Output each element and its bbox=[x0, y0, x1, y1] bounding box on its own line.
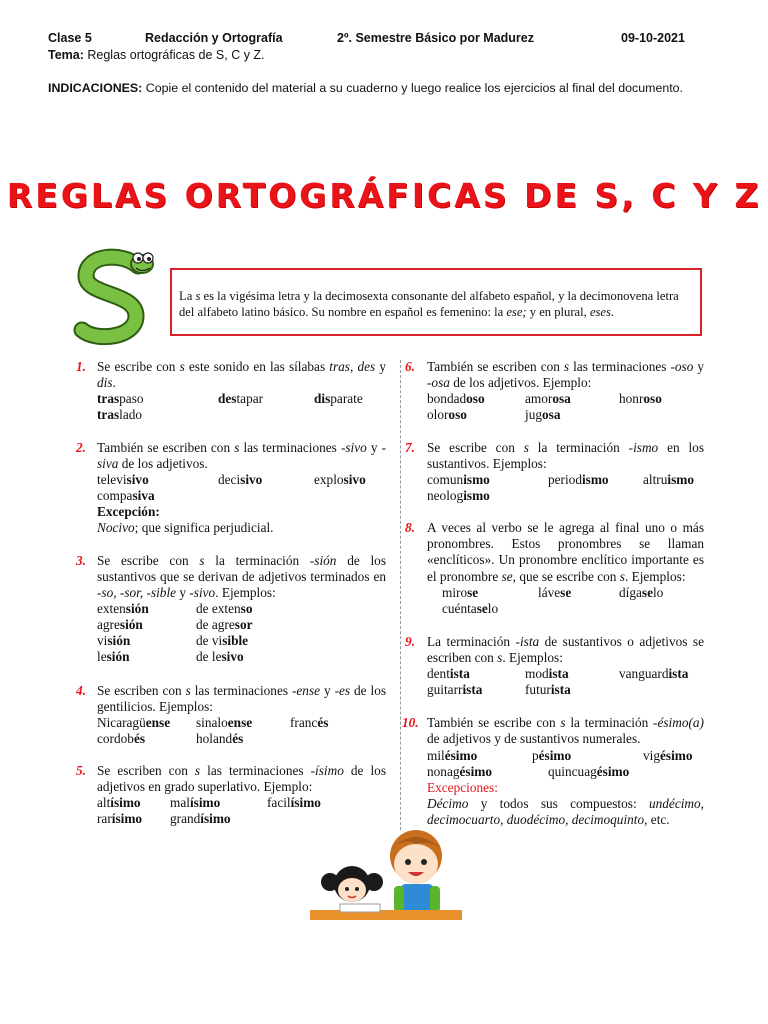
rule-10-example: nonagésimo bbox=[427, 764, 492, 779]
rule-8-example: dígaselo bbox=[619, 585, 664, 600]
rule-5-example: grandísimo bbox=[170, 811, 231, 826]
subject-label: Redacción y Ortografía bbox=[145, 31, 283, 45]
rule-7-example: altruismo bbox=[643, 472, 694, 487]
rule-3-example: extensión bbox=[97, 601, 149, 616]
rule-4-example: francés bbox=[290, 715, 329, 730]
rule-1-example: traslado bbox=[97, 407, 143, 422]
rule-5-example: facilísimo bbox=[267, 795, 321, 810]
rule-8-example: cuéntaselo bbox=[442, 601, 499, 616]
rule-3-example-source: de agresor bbox=[196, 617, 253, 632]
rule-5-example: rarísimo bbox=[97, 811, 143, 826]
rule-2-exception-label: Excepción: bbox=[97, 504, 160, 519]
date-label: 09-10-2021 bbox=[621, 31, 685, 45]
rule-3-example-source: de visible bbox=[196, 633, 249, 648]
rule-8-text: A veces al verbo se le agrega al final uno o más pronombres. Estos pronombres se llaman «enclíticos». Un pronombre enclítico importante es el pronombre se, que se escribe con s. Ejemplos: bbox=[427, 520, 704, 584]
rule-9-text: La terminación -ista de sustantivos o adjetivos se escriben con s. Ejemplos: bbox=[427, 634, 704, 666]
rule-9-example: futurista bbox=[525, 682, 571, 697]
rule-3-example-source: de lesivo bbox=[196, 649, 244, 664]
rule-10-exceptions-text: Décimo y todos sus compuestos: undécimo, decimocuarto, duodécimo, decimoquinto, etc. bbox=[427, 796, 704, 828]
rule-3-example-source: de extenso bbox=[196, 601, 253, 616]
rule-1-number: 1. bbox=[76, 359, 86, 374]
rule-3-example: agresión bbox=[97, 617, 143, 632]
course-label: 2º. Semestre Básico por Madurez bbox=[337, 31, 534, 45]
rule-3-number: 3. bbox=[76, 553, 86, 568]
page-title: REGLAS ORTOGRÁFICAS DE S, C Y Z bbox=[6, 176, 762, 215]
rule-5-example: malísimo bbox=[170, 795, 221, 810]
rule-1-example: traspaso bbox=[97, 391, 144, 406]
rule-4-example: Nicaragüense bbox=[97, 715, 171, 730]
rule-1-example: destapar bbox=[218, 391, 264, 406]
rule-3-example: lesión bbox=[97, 649, 130, 664]
rule-9-example: vanguardista bbox=[619, 666, 689, 681]
rule-5-text: Se escriben con s las terminaciones -ísimo de los adjetivos en grado superlativo. Ejemplo: bbox=[97, 763, 386, 795]
rule-7-text: Se escribe con s la terminación -ismo en los sustantivos. Ejemplos: bbox=[427, 440, 705, 472]
rule-2-number: 2. bbox=[76, 440, 86, 455]
rule-9-example: dentista bbox=[427, 666, 470, 681]
rule-8-example: lávese bbox=[538, 585, 572, 600]
rule-10-exceptions-label: Excepciones: bbox=[427, 780, 498, 795]
rule-2-example: televisivo bbox=[97, 472, 149, 487]
rule-3-example: visión bbox=[97, 633, 131, 648]
rule-10-text: También se escribe con s la terminación -ésimo(a) de adjetivos y de sustantivos numerales. bbox=[427, 715, 704, 747]
rule-4-example: holandés bbox=[196, 731, 244, 746]
rule-4-number: 4. bbox=[76, 683, 86, 698]
rule-2-example: explosivo bbox=[314, 472, 366, 487]
rule-9-example: modista bbox=[525, 666, 569, 681]
rule-9-number: 9. bbox=[405, 634, 415, 649]
rule-4-example: sinaloense bbox=[196, 715, 253, 730]
rule-10-example: vigésimo bbox=[643, 748, 693, 763]
snake-s-illustration bbox=[72, 244, 164, 348]
rule-6-example: honroso bbox=[619, 391, 662, 406]
instructions: INDICACIONES: Copie el contenido del material a su cuaderno y luego realice los ejercicios al final del documento. bbox=[48, 81, 684, 95]
rule-7-example: neologismo bbox=[427, 488, 490, 503]
rule-2-exception-text: Nocivo; que significa perjudicial. bbox=[97, 520, 274, 535]
rule-6-example: jugosa bbox=[525, 407, 561, 422]
rule-3-text: Se escribe con s la terminación -sión de los sustantivos que se derivan de adjetivos terminados en -so, -sor, -sible y -sivo. Ejemplos: bbox=[97, 553, 387, 601]
rule-7-example: comunismo bbox=[427, 472, 490, 487]
rule-8-example: mirose bbox=[442, 585, 479, 600]
rule-7-number: 7. bbox=[405, 440, 415, 455]
rule-6-number: 6. bbox=[405, 359, 415, 374]
rule-10-example: pésimo bbox=[532, 748, 572, 763]
rule-9-example: guitarrista bbox=[427, 682, 483, 697]
rule-7-example: periodismo bbox=[548, 472, 609, 487]
rule-6-example: oloroso bbox=[427, 407, 467, 422]
rule-10-number: 10. bbox=[402, 715, 419, 730]
kids-reading-illustration bbox=[310, 826, 462, 920]
rule-2-example: compasiva bbox=[97, 488, 155, 503]
rule-4-example: cordobés bbox=[97, 731, 146, 746]
rule-5-example: altísimo bbox=[97, 795, 141, 810]
class-label: Clase 5 bbox=[48, 31, 92, 45]
rule-2-text: También se escriben con s las terminaciones -sivo y -siva de los adjetivos. bbox=[97, 440, 387, 472]
rule-4-text: Se escriben con s las terminaciones -ense y -es de los gentilicios. Ejemplos: bbox=[97, 683, 387, 715]
rule-1-example: disparate bbox=[314, 391, 363, 406]
rule-6-example: bondadoso bbox=[427, 391, 485, 406]
rule-8-number: 8. bbox=[405, 520, 415, 535]
rule-6-text: También se escriben con s las terminaciones -oso y -osa de los adjetivos. Ejemplo: bbox=[427, 359, 705, 391]
topic-line: Tema: Reglas ortográficas de S, C y Z. bbox=[48, 48, 265, 62]
rule-2-example: decisivo bbox=[218, 472, 263, 487]
rule-5-number: 5. bbox=[76, 763, 86, 778]
rule-6-example: amorosa bbox=[525, 391, 571, 406]
rule-10-example: milésimo bbox=[427, 748, 478, 763]
intro-box: La s es la vigésima letra y la decimosexta consonante del alfabeto español, y la decimonovena letra del alfabeto latino básico. Su nombre en español es femenino: la ese; y en plural, eses. bbox=[170, 268, 702, 336]
column-divider bbox=[400, 360, 401, 830]
rule-10-example: quincuagésimo bbox=[548, 764, 630, 779]
rule-1-text: Se escribe con s este sonido en las sílabas tras, des y dis. bbox=[97, 359, 386, 391]
